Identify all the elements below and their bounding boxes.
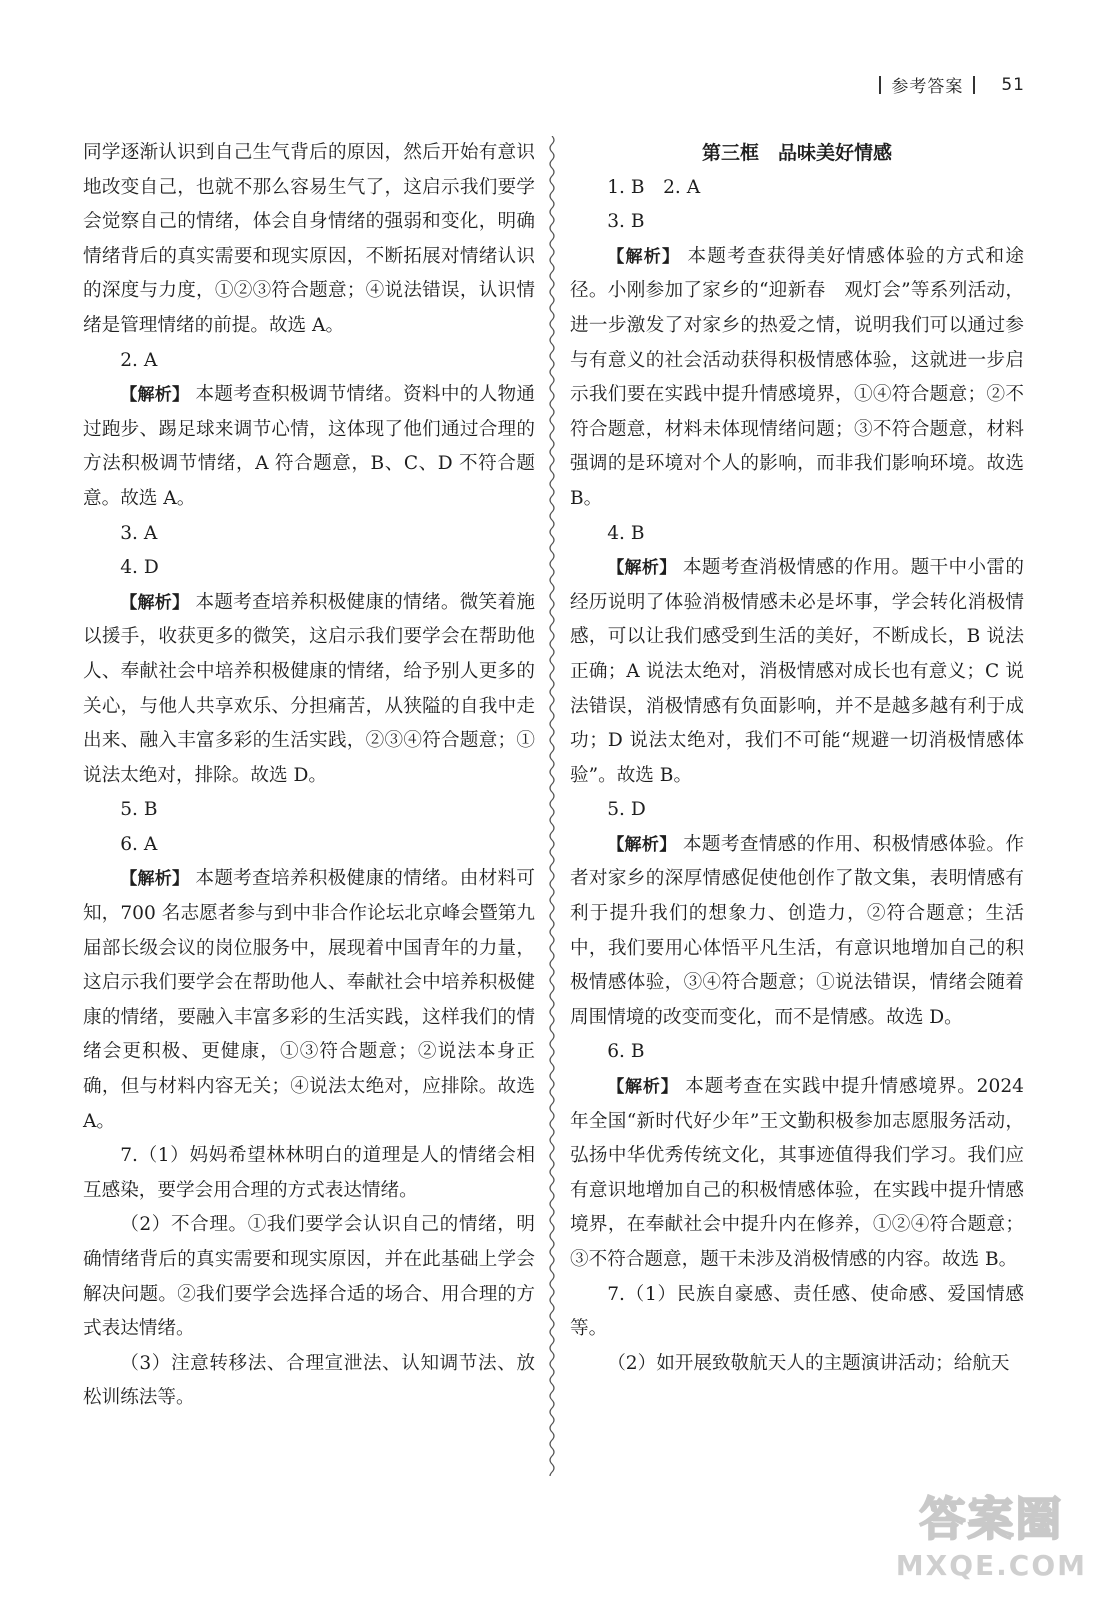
header-divider <box>973 76 975 94</box>
analysis-paragraph <box>570 1070 1024 1278</box>
analysis-tag: 【解析】 <box>120 385 190 406</box>
analysis-text: 本题考查情感的作用、积极情感体验。作者对家乡的深厚情感促使他创作了散文集，表明情感有利于提升我们的想象力、创造力，②符合题意；生活中，我们要用心体悟平凡生活，有意识地增加自己的积极情感体验，③④符合题意；①说法错误，情绪会随着周围情境的改变而变化，而不是情感。故选 D。 <box>570 833 1024 1028</box>
section-title: 第三框 品味美好情感 <box>701 142 892 164</box>
answer-line: 1. B 2. A <box>607 176 701 198</box>
analysis-paragraph <box>570 240 1024 517</box>
answer-paragraph: （2）如开展致敬航天人的主题演讲活动；给航天 <box>607 1352 1010 1374</box>
analysis-tag: 【解析】 <box>120 869 190 890</box>
analysis-text: 本题考查在实践中提升情感境界。2024 年全国“新时代好少年”王文勤积极参加志愿服务活动，弘扬中华优秀传统文化，其事迹值得我们学习。我们应有意识地增加自己的积极情感体验，在实践中提升情感境界，在奉献社会中提升内在修养，①②④符合题意；③不符合题意，题干未涉及消极情感的内容。故选 B。 <box>570 1076 1025 1270</box>
column-divider <box>547 136 557 1476</box>
analysis-paragraph <box>83 586 535 794</box>
page-number: 51 <box>1001 74 1025 95</box>
answer-paragraph: （2）不合理。①我们要学会认识自己的情绪，明确情绪背后的真实需要和现实原因，并在此基础上学会解决问题。②我们要学会选择合适的场合、用合理的方式表达情绪。 <box>83 1214 535 1340</box>
running-header <box>879 72 1025 97</box>
answer-line: 6. A <box>120 833 158 855</box>
analysis-tag: 【解析】 <box>607 834 677 855</box>
watermark <box>896 1483 1087 1582</box>
watermark-logo: 答案圈 <box>919 1492 1064 1546</box>
answer-paragraph: 7.（1）妈妈希望林林明白的道理是人的情绪会相互感染，要学会用合理的方式表达情绪。 <box>83 1145 535 1201</box>
answer-line: 5. B <box>120 799 158 821</box>
analysis-text: 本题考查培养积极健康的情绪。微笑着施以援手，收获更多的微笑，这启示我们要学会在帮助他人、奉献社会中培养积极健康的情绪，给予别人更多的关心，与他人共享欢乐、分担痛苦，从狭隘的自我中走出来、融入丰富多彩的生活实践，②③④符合题意；①说法太绝对，排除。故选 D。 <box>83 591 536 786</box>
answer-paragraph: 7.（1）民族自豪感、责任感、使命感、爱国情感等。 <box>570 1283 1024 1340</box>
answer-paragraph: （3）注意转移法、合理宣泄法、认知调节法、放松训练法等。 <box>83 1352 535 1409</box>
answer-line: 2. A <box>120 349 158 371</box>
analysis-paragraph <box>570 551 1024 793</box>
answer-line: 4. D <box>120 557 159 579</box>
header-divider <box>879 76 881 94</box>
analysis-tag: 【解析】 <box>607 1077 679 1098</box>
header-section-label: 参考答案 <box>891 77 964 97</box>
analysis-tag: 【解析】 <box>607 558 677 579</box>
analysis-text: 本题考查获得美好情感体验的方式和途径。小刚参加了家乡的“迎新春 观灯会”等系列活动，进一步激发了对家乡的热爱之情，说明我们可以通过参与有意义的社会活动获得积极情感体验，这就进一步启示我们要在实践中提升情感境界，①④符合题意；②不符合题意，材料未体现情绪问题；③不符合题意，材料强调的是环境对个人的影响，而非我们影响环境。故选 B。 <box>570 245 1024 509</box>
analysis-text: 本题考查培养积极健康的情绪。由材料可知，700 名志愿者参与到中非合作论坛北京峰会暨第九届部长级会议的岗位服务中，展现着中国青年的力量，这启示我们要学会在帮助他人、奉献社会中培养积极健康的情绪，要融入丰富多彩的生活实践，这样我们的情绪会更积极、更健康，①③符合题意；②说法本身正确，但与材料内容无关；④说法太绝对，应排除。故选 A。 <box>83 868 536 1132</box>
analysis-paragraph <box>83 862 535 1139</box>
analysis-text: 本题考查积极调节情绪。资料中的人物通过跑步、踢足球来调节心情，这体现了他们通过合理的方法积极调节情绪，A 符合题意，B、C、D 不符合题意。故选 A。 <box>83 384 536 509</box>
answer-line: 5. D <box>607 799 646 821</box>
right-column <box>570 136 1024 1381</box>
analysis-paragraph <box>83 378 535 516</box>
answer-line: 3. B <box>607 211 645 233</box>
analysis-tag: 【解析】 <box>120 592 190 613</box>
analysis-tag: 【解析】 <box>607 246 681 267</box>
continued-paragraph: 同学逐渐认识到自己生气背后的原因，然后开始有意识地改变自己，也就不那么容易生气了，这启示我们要学会觉察自己的情绪，体会自身情绪的强弱和变化，明确情绪背后的真实需要和现实原因，不断拓展对情绪认识的深度与力度，①②③符合题意；④说法错误，认识情绪是管理情绪的前提。故选 A。 <box>83 142 535 336</box>
right-items <box>570 171 1024 1382</box>
answer-line: 4. B <box>607 522 645 544</box>
watermark-url: MXQE.COM <box>895 1549 1087 1582</box>
answer-line: 3. A <box>120 522 158 544</box>
left-column <box>83 136 535 1416</box>
answer-line: 6. B <box>607 1041 645 1063</box>
analysis-paragraph <box>570 828 1024 1036</box>
analysis-text: 本题考查消极情感的作用。题干中小雷的经历说明了体验消极情感未必是坏事，学会转化消极情感，可以让我们感受到生活的美好，不断成长，B 说法正确；A 说法太绝对，消极情感对成长也有意义；C 说法错误，消极情感有负面影响，并不是越多越有利于成功；D 说法太绝对，我们不可能“规避一切消极情感体验”。故选 B。 <box>570 557 1024 786</box>
